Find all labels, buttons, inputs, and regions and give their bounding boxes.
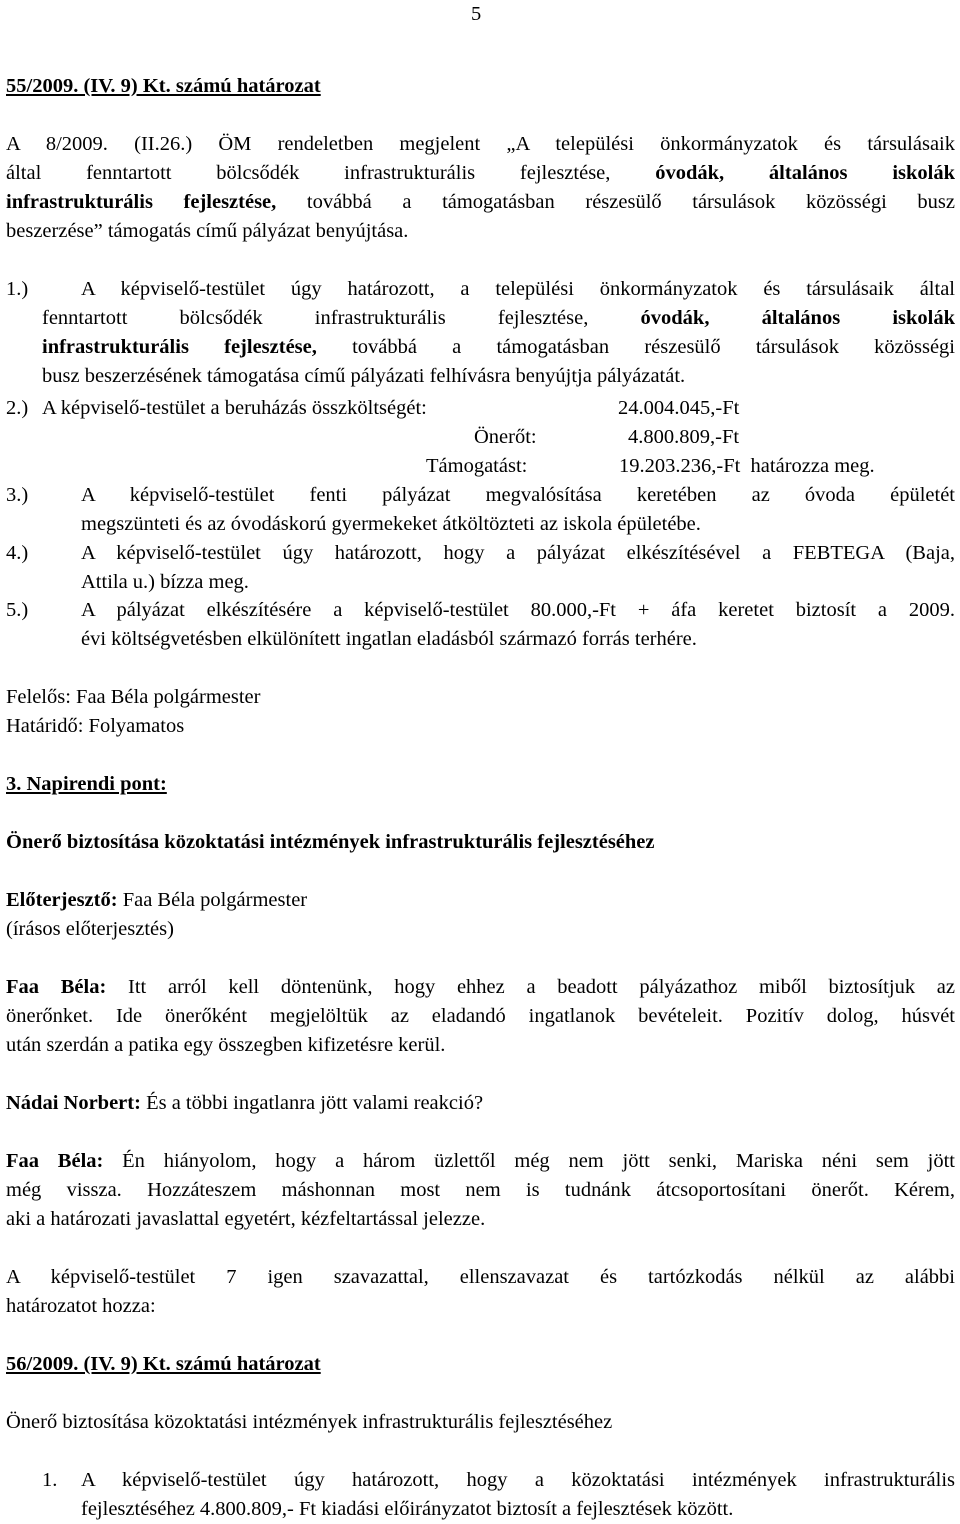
speech-faa-bela-2 <box>6 1147 955 1234</box>
speaker-name: Faa Béla: <box>6 976 107 998</box>
item-1-text-cont <box>42 304 955 391</box>
vote-result <box>6 1263 955 1321</box>
item-number: 2.) <box>6 397 29 419</box>
vote-line: A képviselő-testület 7 igen szavazattal, ellenszavazat és tartózkodás nélkül az alábbi <box>6 1266 955 1288</box>
item-number: 3.) <box>6 484 29 506</box>
speech-faa-bela-1 <box>6 973 955 1060</box>
speech-nadai-norbert: Nádai Norbert: És a többi ingatlanra jött valami reakció? <box>6 1092 484 1114</box>
item-line: A képviselő-testület fenti pályázat megvalósítása keretében az óvoda épületét <box>81 484 955 506</box>
item-line: A képviselő-testület úgy határozott, hogy a pályázat elkészítésével a FEBTEGA (Baja, <box>81 542 955 564</box>
item-line: megszünteti és az óvodáskorú gyermekeket átköltözteti az iskola épületébe. <box>81 513 701 535</box>
speech-line: még vissza. Hozzáteszem máshonnan most nem is tudnánk átcsoportosítani önerőt. Kérem, <box>6 1179 955 1201</box>
resolution-56-subject: Önerő biztosítása közoktatási intézmények infrastrukturális fejlesztéséhez <box>6 1411 613 1433</box>
amount-total-value: 24.004.045,-Ft <box>618 397 740 419</box>
speech-line: Faa Béla: Itt arról kell döntenünk, hogy ehhez a beadott pályázathoz miből biztosítjuk az <box>6 976 955 998</box>
item-number: 5.) <box>6 599 29 621</box>
deadline: Határidő: Folyamatos <box>6 715 185 737</box>
amount-own-label: Önerőt: <box>474 426 537 448</box>
intro-line: által fenntartott bölcsődék infrastrukturális fejlesztése, óvodák, általános iskolák <box>6 162 955 184</box>
page-number: 5 <box>471 3 482 25</box>
speech-line: aki a határozati javaslattal egyetért, kézfeltartással jelezze. <box>6 1208 486 1230</box>
resolution-56-title: 56/2009. (IV. 9) Kt. számú határozat <box>6 1353 321 1375</box>
intro-line: beszerzése” támogatás című pályázat benyújtása. <box>6 220 409 242</box>
resolution-55-intro <box>6 130 955 246</box>
item-1-text <box>81 275 955 304</box>
intro-line: A 8/2009. (II.26.) ÖM rendeletben megjelent „A települési önkormányzatok és társulásaik <box>6 133 955 155</box>
item-line: A képviselő-testület úgy határozott, a települési önkormányzatok és társulásaik által <box>81 278 955 300</box>
responsible-person: Felelős: Faa Béla polgármester <box>6 686 261 708</box>
vote-line: határozatot hozza: <box>6 1295 156 1317</box>
speaker-name: Faa Béla: <box>6 1150 104 1172</box>
speech-line: után szerdán a patika egy összegben kifizetésre kerül. <box>6 1034 446 1056</box>
presenter: Előterjesztő: Faa Béla polgármester <box>6 889 308 911</box>
intro-line: infrastrukturális fejlesztése, továbbá a támogatásban részesülő társulások közösségi busz <box>6 191 955 213</box>
agenda-title: Önerő biztosítása közoktatási intézmények infrastrukturális fejlesztéséhez <box>6 831 655 853</box>
item-line: évi költségvetésben elkülönített ingatlan eladásból származó forrás terhére. <box>81 628 697 650</box>
item-number: 1. <box>42 1469 58 1491</box>
item-3-text <box>81 481 955 510</box>
item-line: Attila u.) bízza meg. <box>81 571 249 593</box>
item-line: busz beszerzésének támogatása című pályázati felhívásra benyújtja pályázatát. <box>42 365 686 387</box>
item-line: A pályázat elkészítésére a képviselő-testület 80.000,-Ft + áfa keretet biztosít a 2009. <box>81 599 955 621</box>
item-line: fenntartott bölcsődék infrastrukturális fejlesztése, óvodák, általános iskolák <box>42 307 955 329</box>
item-4-text <box>81 539 955 597</box>
amount-support-label: Támogatást: <box>426 455 528 477</box>
agenda-number: 3. Napirendi pont: <box>6 773 167 795</box>
amount-total-label: A képviselő-testület a beruházás összköltségét: <box>42 397 427 419</box>
speech-line: Faa Béla: Én hiányolom, hogy a három üzlettől még nem jött senki, Mariska néni sem jött <box>6 1150 955 1172</box>
item-line: infrastrukturális fejlesztése, továbbá a támogatásban részesülő társulások közösségi <box>42 336 955 358</box>
item-line: A képviselő-testület úgy határozott, hogy a közoktatási intézmények infrastrukturális <box>81 1469 955 1491</box>
speech-line: önerőnket. Ide önerőként megjelöltük az eladandó ingatlanok bevételeit. Pozitív dolog, húsvét <box>6 1005 955 1027</box>
speaker-name: Nádai Norbert: <box>6 1092 141 1114</box>
item-line: fejlesztéséhez 4.800.809,- Ft kiadási előirányzatot biztosít a fejlesztések között. <box>81 1498 734 1520</box>
presenter-note: (írásos előterjesztés) <box>6 918 174 940</box>
item-3-text-cont <box>81 510 955 539</box>
amount-support-value: 19.203.236,-Ft határozza meg. <box>619 455 875 477</box>
item-number: 4.) <box>6 542 29 564</box>
resolution-56-item-1 <box>81 1466 955 1524</box>
resolution-55-title: 55/2009. (IV. 9) Kt. számú határozat <box>6 75 321 97</box>
item-5-text <box>81 596 955 654</box>
amount-own-value: 4.800.809,-Ft <box>628 426 740 448</box>
item-number: 1.) <box>6 278 29 300</box>
